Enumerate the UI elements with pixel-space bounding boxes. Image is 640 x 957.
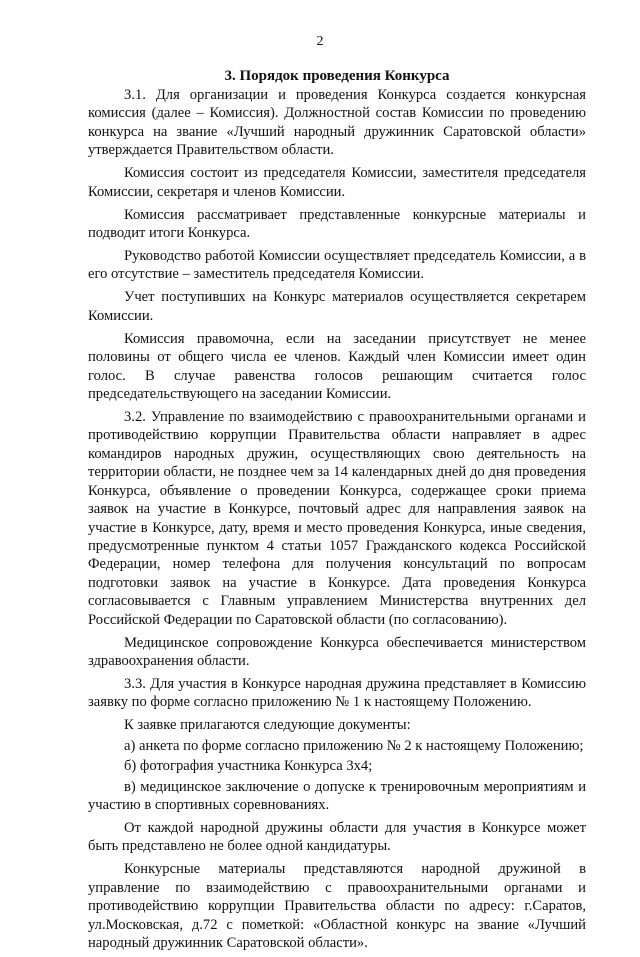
section-heading: 3. Порядок проведения Конкурса <box>224 68 450 84</box>
paragraph-attachments-intro: К заявке прилагаются следующие документы: <box>124 717 411 734</box>
paragraph-secretary-records: Учет поступивших на Конкурс материалов осуществляется секретарем Комиссии. <box>88 289 586 324</box>
paragraph-quorum: Комиссия правомочна, если на заседании присутствует не менее половины от общего числа ее членов. Каждый член Комиссии имеет один голос. В случае равенства голосов решающим считается голос председательствующего на заседании Комиссии. <box>88 330 586 403</box>
section-body <box>88 86 586 957</box>
paragraph-3-1: 3.1. Для организации и проведения Конкурса создается конкурсная комиссия (далее – Комиссия). Должностной состав Комиссии по проведению конкурса на звание «Лучший народный дружинник Саратовской области» утверждается Правительством области. <box>88 87 586 159</box>
paragraph-commission-leadership: Руководство работой Комиссии осуществляет председатель Комиссии, а в его отсутствие – заместитель председателя Комиссии. <box>88 248 586 283</box>
paragraph-one-candidate: От каждой народной дружины области для участия в Конкурсе может быть представлено не более одной кандидатуры. <box>88 819 586 855</box>
page-number: 2 <box>316 34 324 49</box>
paragraph-3-2: 3.2. Управление по взаимодействию с правоохранительными органами и противодействию коррупции Правительства области направляет в адрес командиров народных дружин, осуществляющих свою деятельность на территории области, не позднее чем за 14 календарных дней до дня проведения Конкурса, объявление о проведении Конкурса, содержащее сроки приема заявок на участие в Конкурсе, почтовый адрес для направления заявок на участие в Конкурсе, дату, время и место проведения Конкурса, иные сведения, предусмотренные пунктом 4 статьи 1057 Гражданского кодекса Российской Федерации, номер телефона для получения консультаций по вопросам подготовки заявок на участие в Конкурсе. Дата проведения Конкурса согласовывается с Главным управлением Министерства внутренних дел Российской Федерации по Саратовской области (по согласованию). <box>88 409 586 628</box>
paragraph-3-3: 3.3. Для участия в Конкурсе народная дружина представляет в Комиссию заявку по форме согласно приложению № 1 к настоящему Положению. <box>88 675 586 711</box>
paragraph-commission-review: Комиссия рассматривает представленные конкурсные материалы и подводит итоги Конкурса. <box>88 206 586 242</box>
paragraph-submission-address: Конкурсные материалы представляются народной дружиной в управление по взаимодействию с правоохранительными органами и противодействию коррупции Правительства области по адресу: г.Саратов, ул.Московская, д.72 с пометкой: «Областной конкурс на звание «Лучший народный дружинник Саратовской области». <box>88 861 586 951</box>
paragraph-commission-composition: Комиссия состоит из председателя Комиссии, заместителя председателя Комиссии, секретаря и членов Комиссии. <box>88 165 586 200</box>
list-item-a: а) анкета по форме согласно приложению № 2 к настоящему Положению; <box>124 737 584 754</box>
paragraph-medical-support: Медицинское сопровождение Конкурса обеспечивается министерством здравоохранения области. <box>88 634 586 669</box>
list-item-c: в) медицинское заключение о допуске к тренировочным мероприятиям и участию в спортивных соревнованиях. <box>88 778 586 813</box>
list-item-b: б) фотография участника Конкурса 3х4; <box>124 758 373 775</box>
